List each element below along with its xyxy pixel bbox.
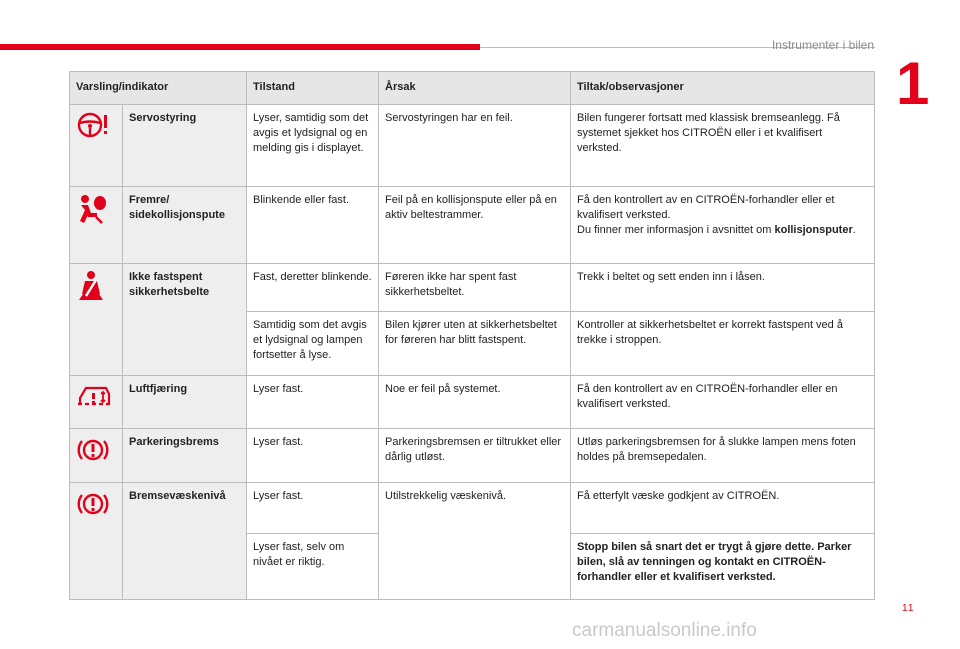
icon-cell (70, 429, 123, 483)
airbag-icon (76, 216, 110, 228)
action-note (577, 223, 868, 238)
action-note-end: . (852, 224, 856, 236)
condition-text: Samtidig som det avgis et lydsignal og lampen fortsetter å lyse. (247, 312, 379, 376)
action-cell (571, 187, 875, 264)
action-text: Trekk i beltet og sett enden inn i låsen. (571, 264, 875, 312)
brake-fluid-icon (76, 510, 110, 522)
condition-text: Blinkende eller fast. (247, 187, 379, 264)
table-row (70, 429, 875, 483)
action-text: Bilen fungerer fortsatt med klassisk bremseanlegg. Få systemet sjekket hos CITROËN eller i et kvalifisert verksted. (571, 105, 875, 187)
icon-cell (70, 264, 123, 376)
action-note-text: Du finner mer informasjon i avsnittet om (577, 224, 772, 236)
table-row (70, 483, 875, 534)
condition-text: Lyser fast. (247, 483, 379, 534)
cause-text: Utilstrekkelig væskenivå. (379, 483, 571, 600)
condition-text: Lyser, samtidig som det avgis et lydsignal og en melding gis i displayet. (247, 105, 379, 187)
indicator-name: Servostyring (123, 105, 247, 187)
column-header-condition: Tilstand (247, 72, 379, 105)
steering-wheel-warning-icon (76, 130, 110, 142)
icon-cell (70, 187, 123, 264)
indicator-name: Bremsevæskenivå (123, 483, 247, 600)
cause-text: Føreren ikke har spent fast sikkerhetsbeltet. (379, 264, 571, 312)
cause-text: Bilen kjører uten at sikkerhetsbeltet for føreren har blitt fastspent. (379, 312, 571, 376)
column-header-indicator: Varsling/indikator (70, 72, 247, 105)
icon-cell (70, 483, 123, 600)
action-text: Stopp bilen så snart det er trygt å gjøre dette. Parker bilen, slå av tenningen og kontakt en CITROËN-forhandler eller et kvalifisert verksted. (571, 534, 875, 600)
indicator-name: Ikke fastspent sikkerhetsbelte (123, 264, 247, 376)
condition-text: Fast, deretter blinkende. (247, 264, 379, 312)
cause-text: Noe er feil på systemet. (379, 376, 571, 429)
icon-cell (70, 376, 123, 429)
page-number: 11 (902, 603, 915, 614)
indicator-name: Luftfjæring (123, 376, 247, 429)
seatbelt-icon (76, 293, 106, 305)
parking-brake-icon (76, 456, 110, 468)
chapter-number: 1 (896, 50, 930, 117)
action-text: Utløs parkeringsbremsen for å slukke lampen mens foten holdes på bremsepedalen. (571, 429, 875, 483)
condition-text: Lyser fast, selv om nivået er riktig. (247, 534, 379, 600)
table-row (70, 376, 875, 429)
cause-text: Parkeringsbremsen er tiltrukket eller dårlig utløst. (379, 429, 571, 483)
header-accent-bar (0, 44, 480, 50)
action-text: Få den kontrollert av en CITROËN-forhandler eller et kvalifisert verksted. (577, 194, 835, 221)
table-row (70, 264, 875, 312)
cause-text: Feil på en kollisjonspute eller på en aktiv beltestrammer. (379, 187, 571, 264)
table-row (70, 105, 875, 187)
icon-cell (70, 105, 123, 187)
table-row (70, 187, 875, 264)
cause-text: Servostyringen har en feil. (379, 105, 571, 187)
air-suspension-icon (76, 401, 114, 413)
indicator-name: Fremre/ sidekollisjonspute (123, 187, 247, 264)
action-text: Få etterfylt væske godkjent av CITROËN. (571, 483, 875, 534)
table-header-row (70, 72, 875, 105)
action-text: Få den kontrollert av en CITROËN-forhandler eller en kvalifisert verksted. (571, 376, 875, 429)
condition-text: Lyser fast. (247, 429, 379, 483)
warning-indicator-table (69, 71, 875, 600)
action-note-link-text: kollisjonsputer (774, 224, 853, 236)
condition-text: Lyser fast. (247, 376, 379, 429)
column-header-action: Tiltak/observasjoner (571, 72, 875, 105)
section-title: Instrumenter i bilen (771, 38, 874, 52)
watermark: carmanualsonline.info (572, 620, 757, 641)
action-text: Kontroller at sikkerhetsbeltet er korrekt fastspent ved å trekke i stroppen. (571, 312, 875, 376)
indicator-name: Parkeringsbrems (123, 429, 247, 483)
column-header-cause: Årsak (379, 72, 571, 105)
